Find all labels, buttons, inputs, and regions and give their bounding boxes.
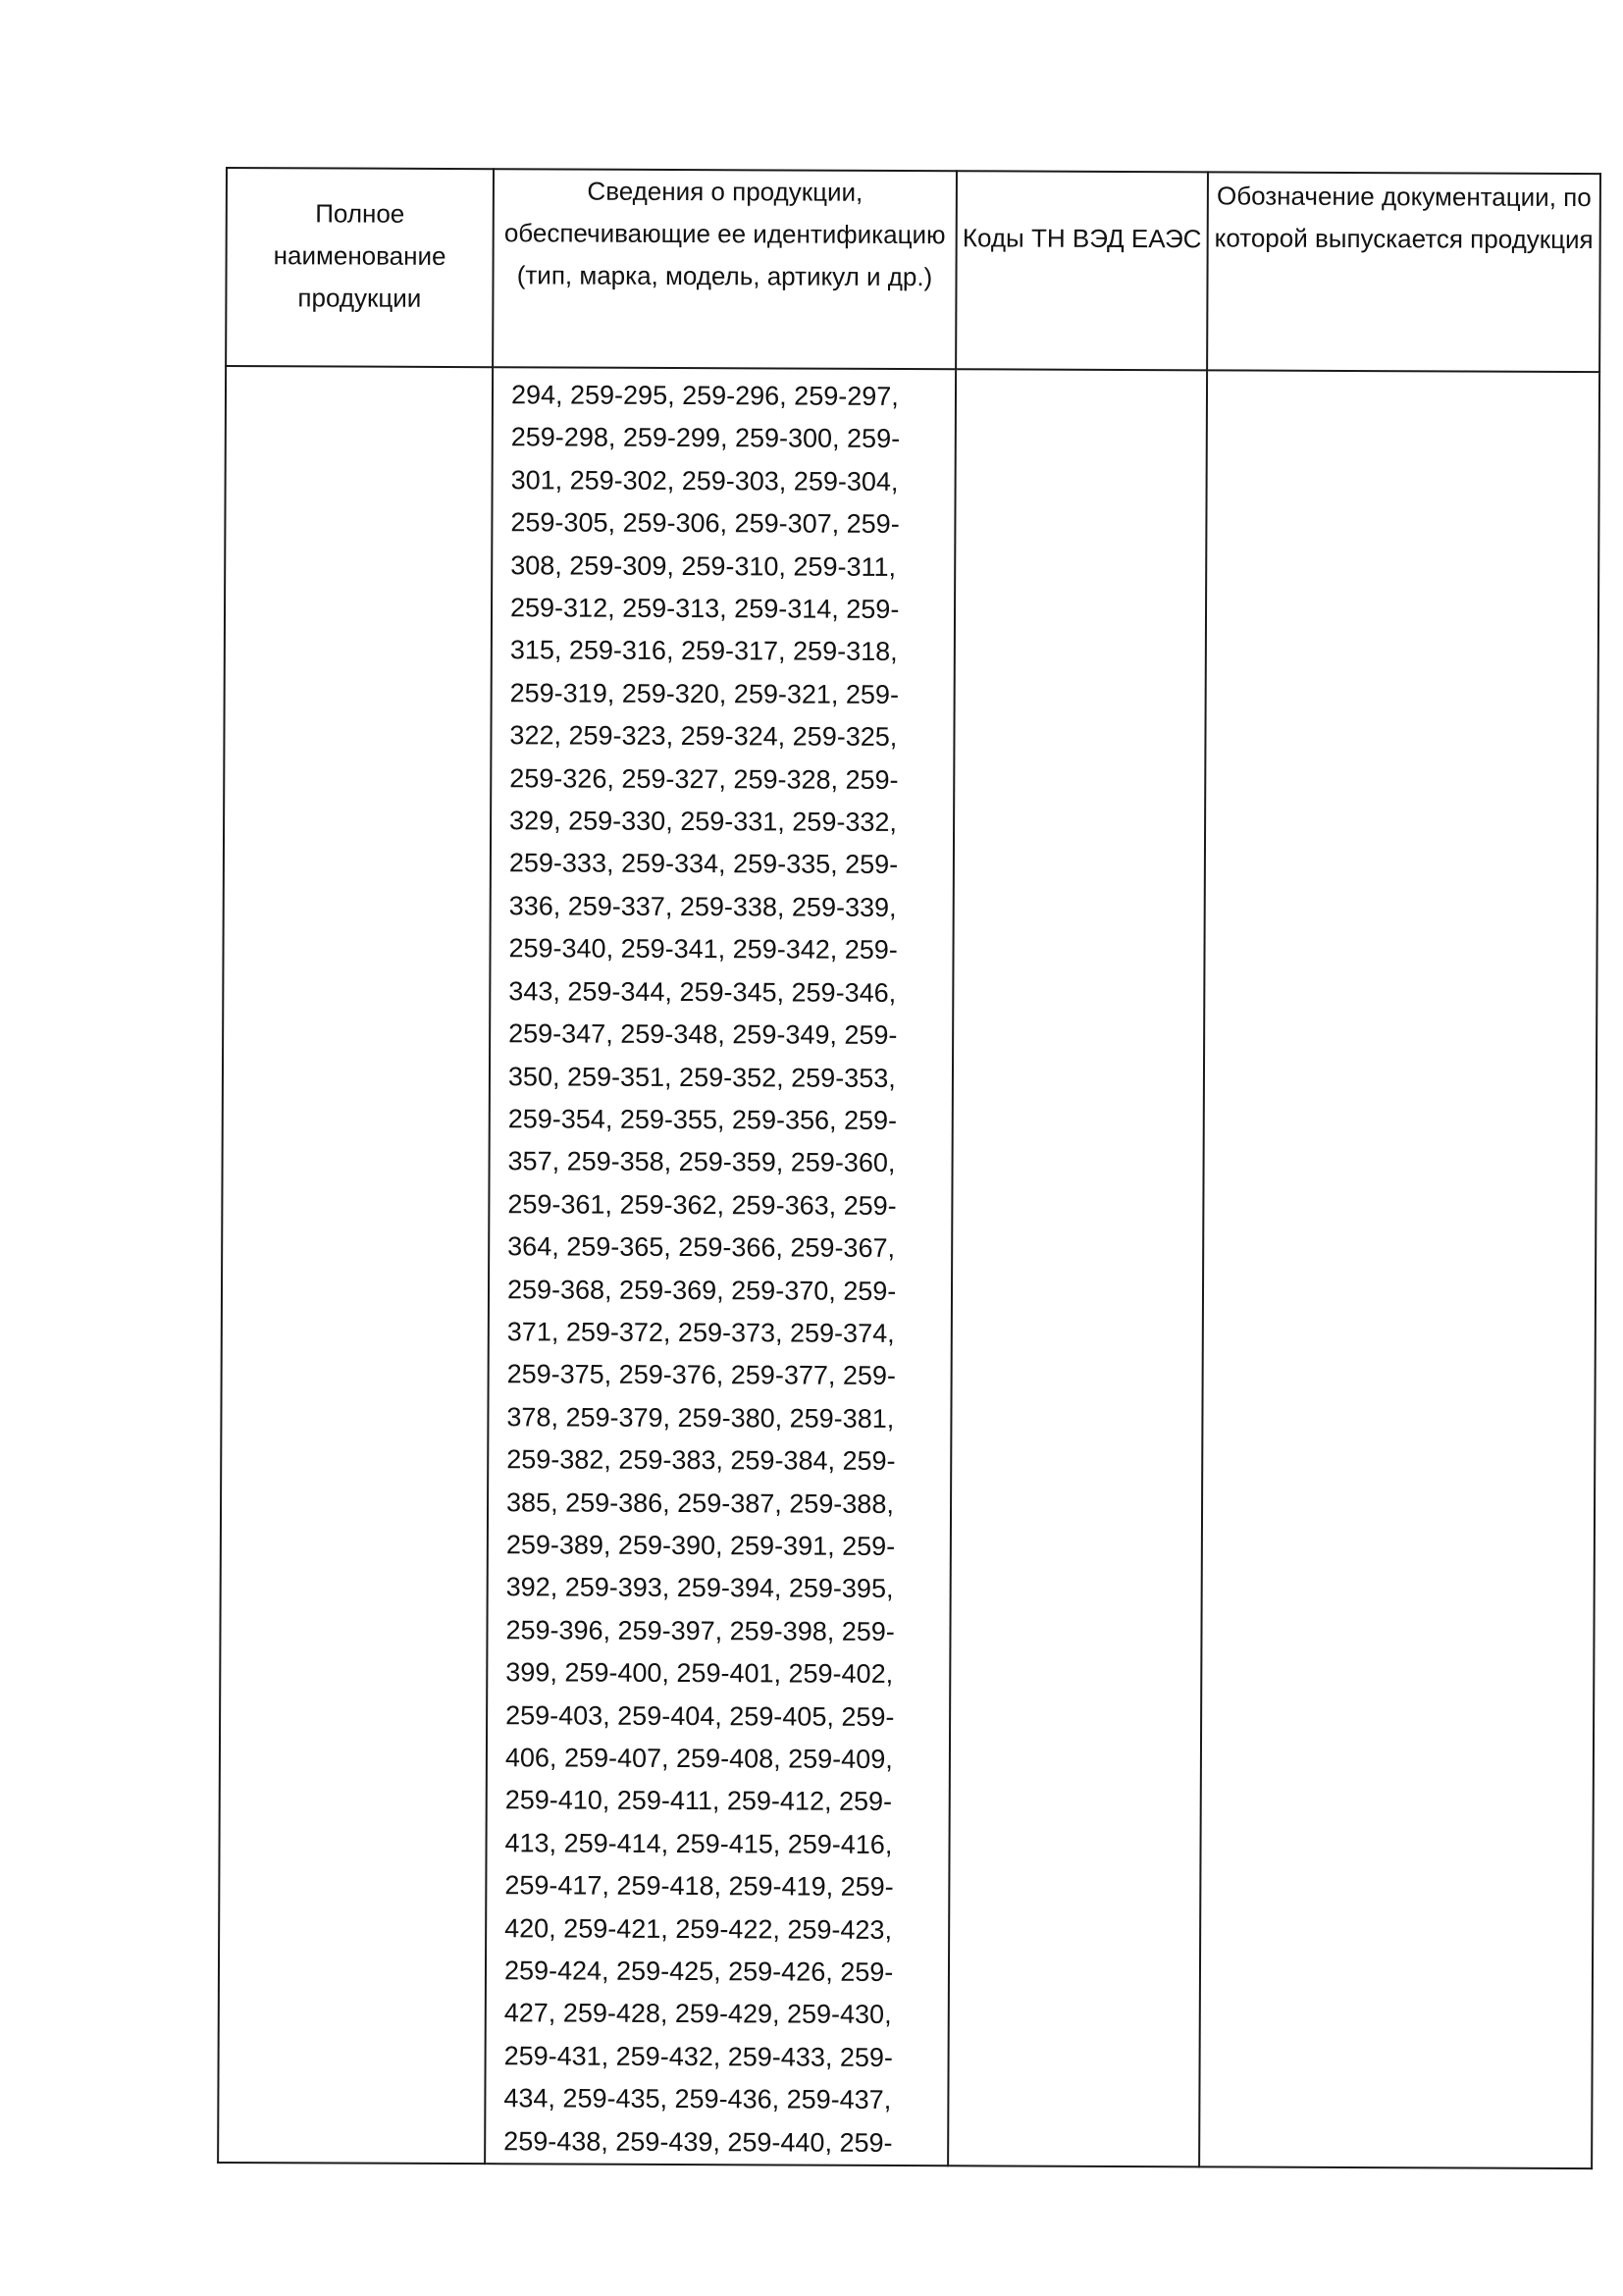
document-page	[217, 167, 1599, 2158]
model-list-line: 259-396, 259-397, 259-398, 259-	[505, 1615, 895, 1646]
model-list-line: 427, 259-428, 259-429, 259-430,	[503, 1998, 892, 2030]
model-list-line: 322, 259-323, 259-324, 259-325,	[509, 720, 898, 753]
model-list-line: 259-389, 259-390, 259-391, 259-	[505, 1530, 896, 1561]
model-list-line: 259-417, 259-418, 259-419, 259-	[504, 1870, 894, 1903]
cell-documentation	[1199, 370, 1599, 2168]
model-list-line: 259-319, 259-320, 259-321, 259-	[509, 678, 900, 709]
model-list-line: 371, 259-372, 259-373, 259-374,	[506, 1317, 895, 1348]
model-list-line: 259-431, 259-432, 259-433, 259-	[503, 2041, 893, 2072]
model-list-line: 259-347, 259-348, 259-349, 259-	[508, 1018, 898, 1051]
model-list-line: 301, 259-302, 259-303, 259-304,	[510, 465, 899, 496]
table-header-row	[226, 168, 1600, 372]
header-full-name	[226, 168, 494, 367]
model-list-line: 315, 259-316, 259-317, 259-318,	[509, 635, 898, 667]
model-list-line: 413, 259-414, 259-415, 259-416,	[504, 1828, 893, 1859]
cell-full-name	[218, 366, 493, 2164]
model-list-line: 399, 259-400, 259-401, 259-402,	[505, 1657, 894, 1690]
model-list-line: 385, 259-386, 259-387, 259-388,	[505, 1487, 894, 1519]
model-list-line: 259-375, 259-376, 259-377, 259-	[506, 1359, 897, 1391]
header-product-info	[493, 169, 957, 369]
model-list-line: 259-438, 259-439, 259-440, 259-	[503, 2125, 893, 2158]
model-list-line: 420, 259-421, 259-422, 259-423,	[504, 1912, 893, 1945]
model-list-line: 357, 259-358, 259-359, 259-360,	[507, 1146, 896, 1178]
model-list-line: 259-382, 259-383, 259-384, 259-	[506, 1444, 896, 1477]
model-list-line: 336, 259-337, 259-338, 259-339,	[508, 891, 897, 922]
model-list-line: 259-305, 259-306, 259-307, 259-	[510, 507, 900, 540]
model-list-line: 259-403, 259-404, 259-405, 259-	[505, 1699, 895, 1732]
model-list-line: 392, 259-393, 259-394, 259-395,	[505, 1572, 894, 1604]
model-list-line: 350, 259-351, 259-352, 259-353,	[507, 1061, 896, 1093]
header-documentation	[1207, 172, 1600, 372]
model-list-line: 329, 259-330, 259-331, 259-332,	[509, 806, 897, 838]
product-table	[217, 167, 1601, 2169]
model-list-line: 434, 259-435, 259-436, 259-437,	[503, 2083, 892, 2115]
model-list-line: 259-333, 259-334, 259-335, 259-	[508, 848, 899, 880]
model-list-line: 259-354, 259-355, 259-356, 259-	[507, 1104, 898, 1135]
table-row	[218, 366, 1599, 2168]
model-list-line: 259-424, 259-425, 259-426, 259-	[503, 1956, 894, 1988]
header-full-name-text: Полное наименование продукции	[273, 198, 446, 313]
model-list-line: 364, 259-365, 259-366, 259-367,	[507, 1231, 896, 1264]
header-hs-codes	[956, 171, 1208, 370]
header-documentation-text: Обозначение документации, по которой выпускается продукция	[1214, 181, 1594, 255]
model-list-line: 259-326, 259-327, 259-328, 259-	[509, 762, 899, 795]
cell-hs-codes	[948, 369, 1207, 2166]
model-list-line: 259-340, 259-341, 259-342, 259-	[508, 933, 898, 965]
model-list-line: 259-361, 259-362, 259-363, 259-	[507, 1188, 897, 1221]
model-list-line: 308, 259-309, 259-310, 259-311,	[510, 549, 897, 582]
header-product-info-text: Сведения о продукции, обеспечивающие ее идентификацию (тип, марка, модель, артикул и др.)	[503, 176, 946, 292]
model-list-line: 259-410, 259-411, 259-412, 259-	[504, 1785, 893, 1817]
model-list-line: 259-368, 259-369, 259-370, 259-	[506, 1274, 897, 1306]
model-list-line: 406, 259-407, 259-408, 259-409,	[504, 1743, 893, 1774]
model-list-line: 259-312, 259-313, 259-314, 259-	[509, 593, 900, 625]
model-list-line: 343, 259-344, 259-345, 259-346,	[508, 975, 897, 1008]
model-list-line: 259-298, 259-299, 259-300, 259-	[510, 422, 901, 454]
cell-product-info	[485, 367, 956, 2166]
model-number-list	[486, 368, 955, 2165]
model-list-line: 294, 259-295, 259-296, 259-297,	[510, 380, 899, 411]
model-list-line: 378, 259-379, 259-380, 259-381,	[506, 1402, 895, 1434]
header-hs-codes-text: Коды ТН ВЭД ЕАЭС	[962, 223, 1202, 254]
